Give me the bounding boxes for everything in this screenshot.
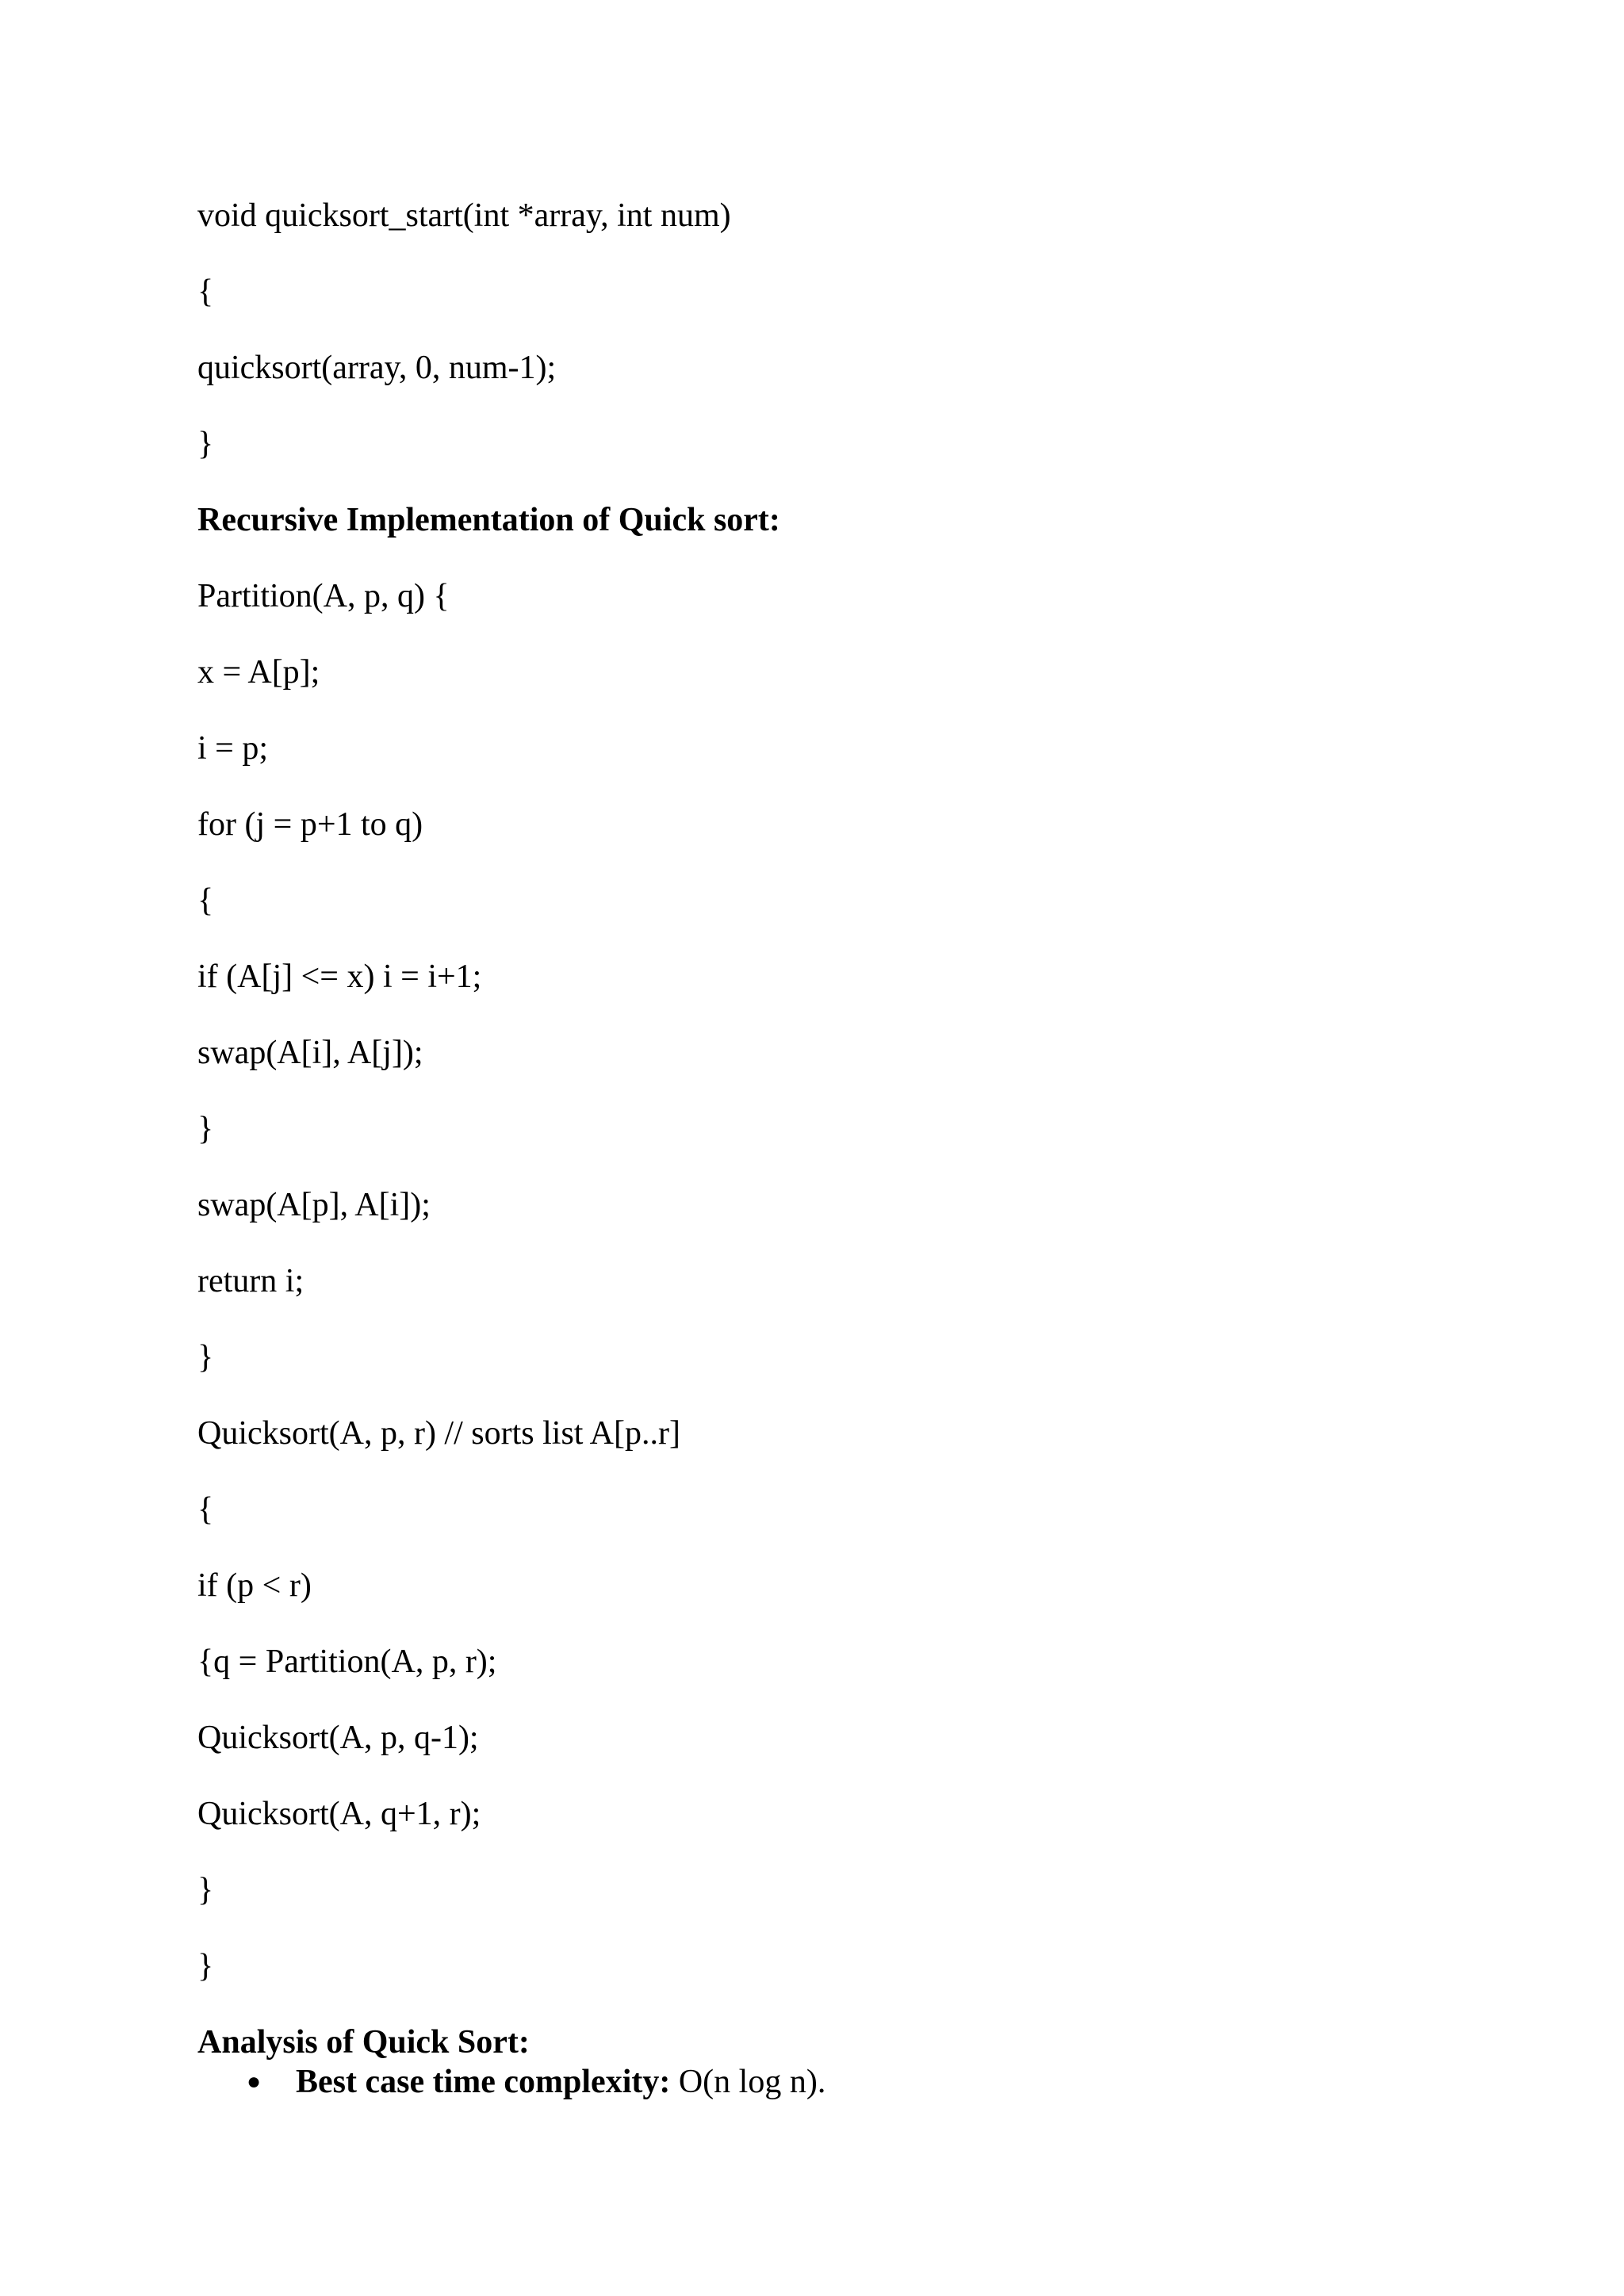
partition-line-close-brace: } xyxy=(197,1111,214,1147)
analysis-list-item xyxy=(197,2063,826,2215)
analysis-item-label: Best case time complexity: xyxy=(296,2064,671,2100)
code-line-quicksort-call: quicksort(array, 0, num-1); xyxy=(197,350,557,386)
code-line-open-brace: { xyxy=(197,274,214,310)
bullet-dot-icon: ● xyxy=(247,2068,262,2095)
recursive-implementation-heading: Recursive Implementation of Quick sort: xyxy=(197,502,780,538)
code-line-close-brace: } xyxy=(197,426,214,462)
quicksort-line-end-brace: } xyxy=(197,1948,214,1984)
partition-line-swap-inner: swap(A[i], A[j]); xyxy=(197,1035,423,1071)
partition-line-i: i = p; xyxy=(197,730,269,767)
quicksort-line-partition-call: {q = Partition(A, p, r); xyxy=(197,1644,497,1680)
quicksort-line-open-brace: { xyxy=(197,1491,214,1528)
analysis-heading: Analysis of Quick Sort: xyxy=(197,2024,530,2061)
partition-line-end-brace: } xyxy=(197,1339,214,1376)
partition-line-if: if (A[j] <= x) i = i+1; xyxy=(197,959,482,995)
partition-line-x: x = A[p]; xyxy=(197,654,320,691)
quicksort-line-if: if (p < r) xyxy=(197,1567,312,1604)
code-line-quicksort-start: void quicksort_start(int *array, int num) xyxy=(197,197,731,234)
quicksort-line-right-call: Quicksort(A, q+1, r); xyxy=(197,1796,481,1832)
quicksort-line-close-brace: } xyxy=(197,1872,214,1908)
quicksort-line-left-call: Quicksort(A, p, q-1); xyxy=(197,1720,479,1756)
partition-line-return: return i; xyxy=(197,1263,304,1299)
quicksort-line-signature: Quicksort(A, p, r) // sorts list A[p..r] xyxy=(197,1415,680,1452)
analysis-item-text xyxy=(296,2063,825,2101)
partition-line-for: for (j = p+1 to q) xyxy=(197,806,423,843)
partition-line-open-brace: { xyxy=(197,882,214,919)
partition-line-signature: Partition(A, p, q) { xyxy=(197,578,450,614)
partition-line-swap-pivot: swap(A[p], A[i]); xyxy=(197,1187,431,1223)
analysis-item-value: O(n log n). xyxy=(670,2064,826,2100)
